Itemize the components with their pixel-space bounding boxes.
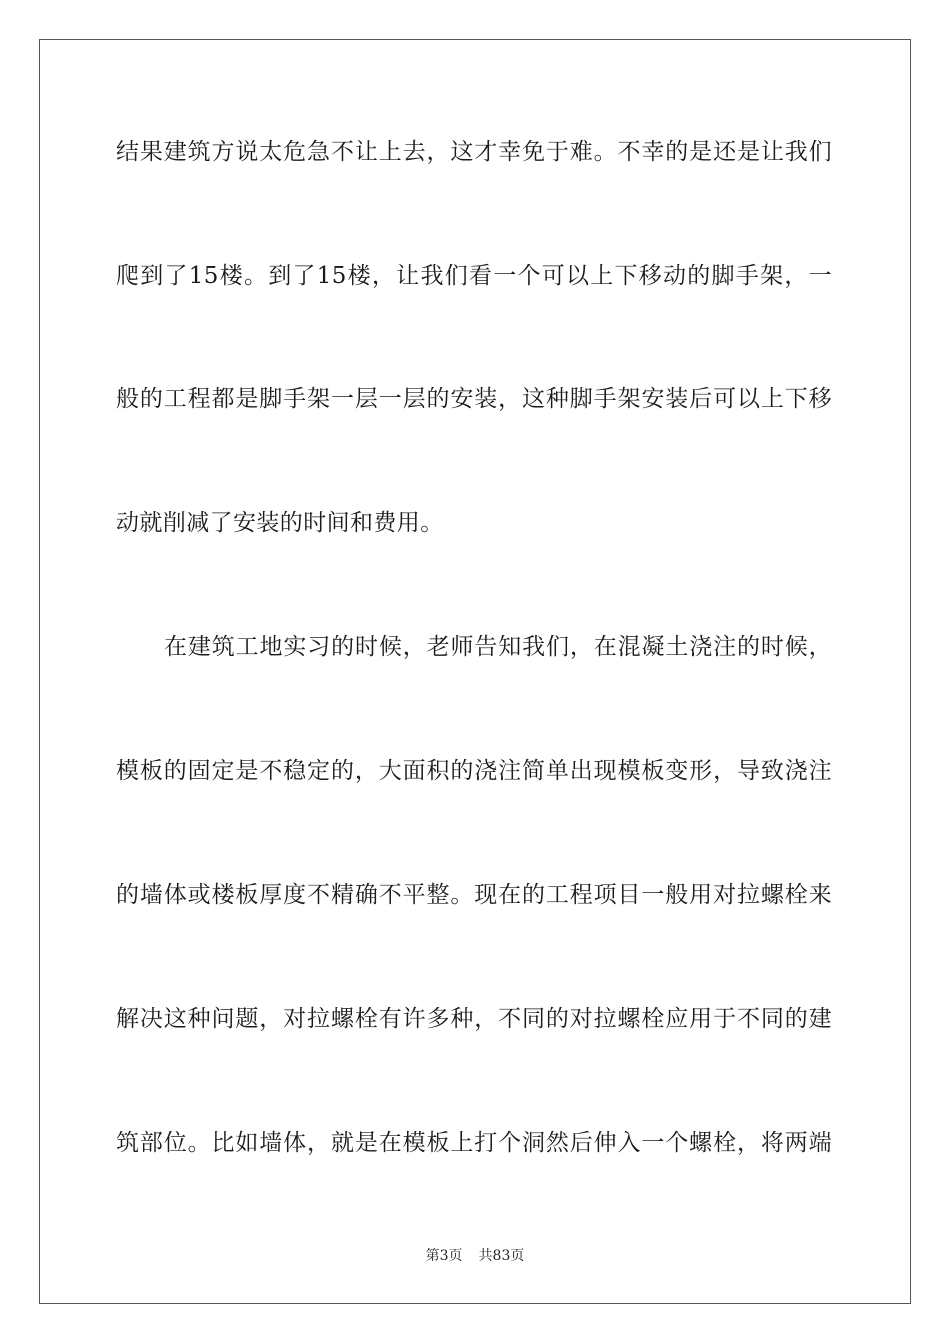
body-text-line-2: 爬到了15楼。到了15楼，让我们看一个可以上下移动的脚手架，一 (116, 263, 832, 289)
body-text-line-7: 的墙体或楼板厚度不精确不平整。现在的工程项目一般用对拉螺栓来 (116, 882, 832, 908)
page-border (39, 39, 911, 1304)
body-text-line-3: 般的工程都是脚手架一层一层的安装，这种脚手架安装后可以上下移 (116, 386, 832, 412)
total-pages-label: 共83页 (478, 1248, 525, 1264)
body-text-line-5: 在建筑工地实习的时候，老师告知我们，在混凝土浇注的时候， (164, 634, 832, 660)
body-text-line-8: 解决这种问题，对拉螺栓有许多种，不同的对拉螺栓应用于不同的建 (116, 1006, 832, 1032)
page-footer (0, 1246, 950, 1266)
current-page-label: 第3页 (425, 1248, 463, 1264)
body-text-line-1: 结果建筑方说太危急不让上去，这才幸免于难。不幸的是还是让我们 (116, 139, 832, 165)
body-text-line-6: 模板的固定是不稳定的，大面积的浇注简单出现模板变形，导致浇注 (116, 758, 832, 784)
body-text-line-4: 动就削减了安装的时间和费用。 (116, 510, 444, 536)
body-text-line-9: 筑部位。比如墙体，就是在模板上打个洞然后伸入一个螺栓，将两端 (116, 1130, 832, 1156)
